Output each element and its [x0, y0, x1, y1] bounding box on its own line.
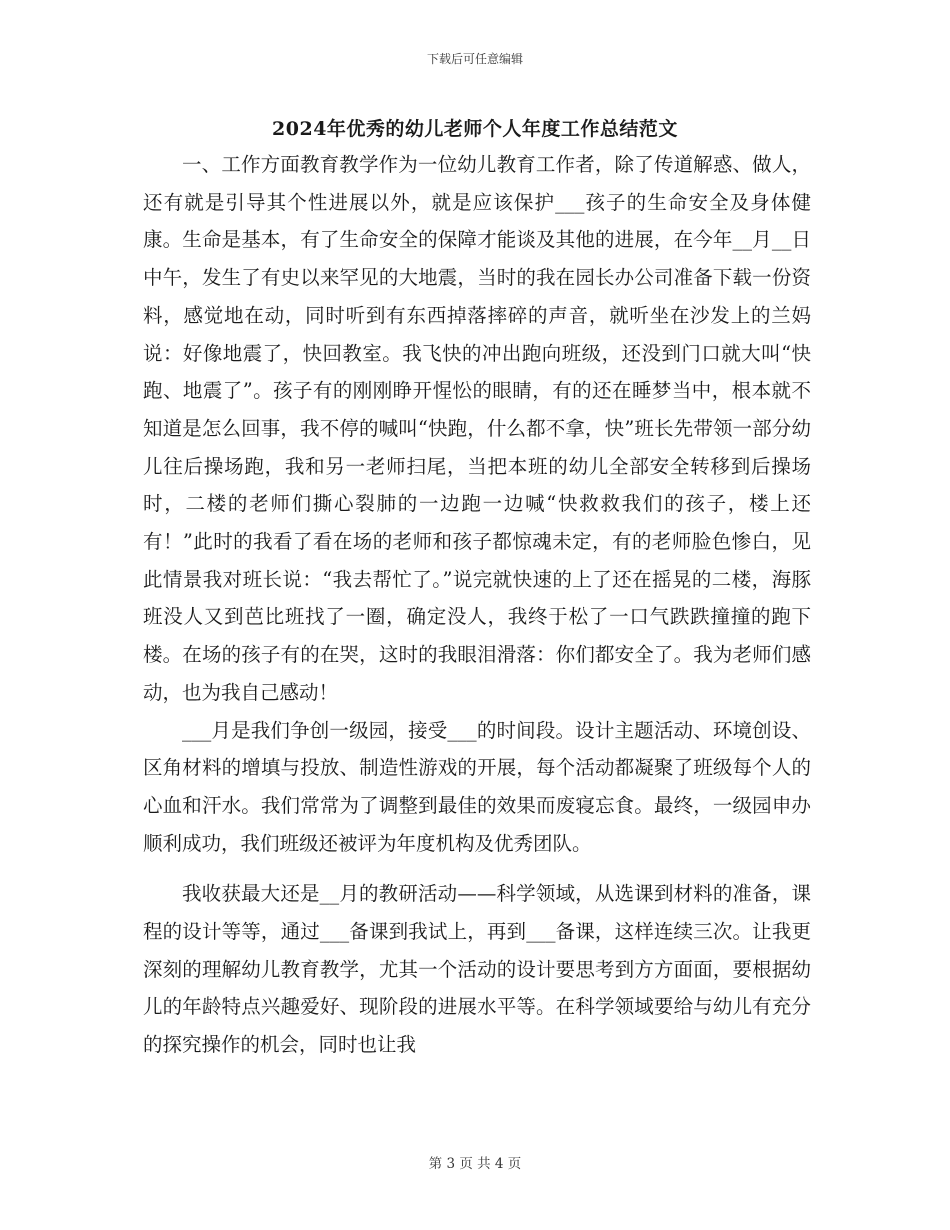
- paragraph: 我收获最大还是__月的教研活动——科学领域，从选课到材料的准备，课程的设计等等，通过___备课到我试上，再到___备课，这样连续三次。让我更深刻的理解幼儿教育教学，尤其一个活动的设计要思考到方方面面，要根据幼儿的年龄特点兴趣爱好、现阶段的进展水平等。在科学领域要给与幼儿有充分的探究操作的机会，同时也让我: [143, 882, 811, 1057]
- document-title: 2024年优秀的幼儿老师个人年度工作总结范文: [272, 118, 678, 140]
- paragraph: 一、工作方面教育教学作为一位幼儿教育工作者，除了传道解惑、做人，还有就是引导其个性进展以外，就是应该保护___孩子的生命安全及身体健康。生命是基本，有了生命安全的保障才能谈及其他的进展，在今年__月__日中午，发生了有史以来罕见的大地震，当时的我在园长办公司准备下载一份资料，感觉地在动，同时听到有东西掉落摔碎的声音，就听坐在沙发上的兰妈说：好像地震了，快回教室。我飞快的冲出跑向班级，还没到门口就大叫“快跑、地震了”。孩子有的刚刚睁开惺忪的眼睛，有的还在睡梦当中，根本就不知道是怎么回事，我不停的喊叫“快跑，什么都不拿，快”班长先带领一部分幼儿往后操场跑，我和另一老师扫尾，当把本班的幼儿全部安全转移到后操场时，二楼的老师们撕心裂肺的一边跑一边喊“快救救我们的孩子，楼上还有！”此时的我看了看在场的老师和孩子都惊魂未定，有的老师脸色惨白，见此情景我对班长说：“我去帮忙了。”说完就快速的上了还在摇晃的二楼，海豚班没人又到芭比班找了一圈，确定没人，我终于松了一口气跌跌撞撞的跑下楼。在场的孩子有的在哭，这时的我眼泪滑落：你们都安全了。我为老师们感动，也为我自己感动！: [143, 153, 811, 704]
- page-number: 第 3 页 共 4 页: [428, 1156, 522, 1172]
- page-header-note: 下载后可任意编辑: [426, 52, 523, 66]
- document-body: [143, 146, 811, 1064]
- paragraph: ___月是我们争创一级园，接受___的时间段。设计主题活动、环境创设、区角材料的增填与投放、制造性游戏的开展，每个活动都凝聚了班级每个人的心血和汗水。我们常常为了调整到最佳的效果而废寝忘食。最终，一级园申办顺利成功，我们班级还被评为年度机构及优秀团队。: [143, 718, 811, 855]
